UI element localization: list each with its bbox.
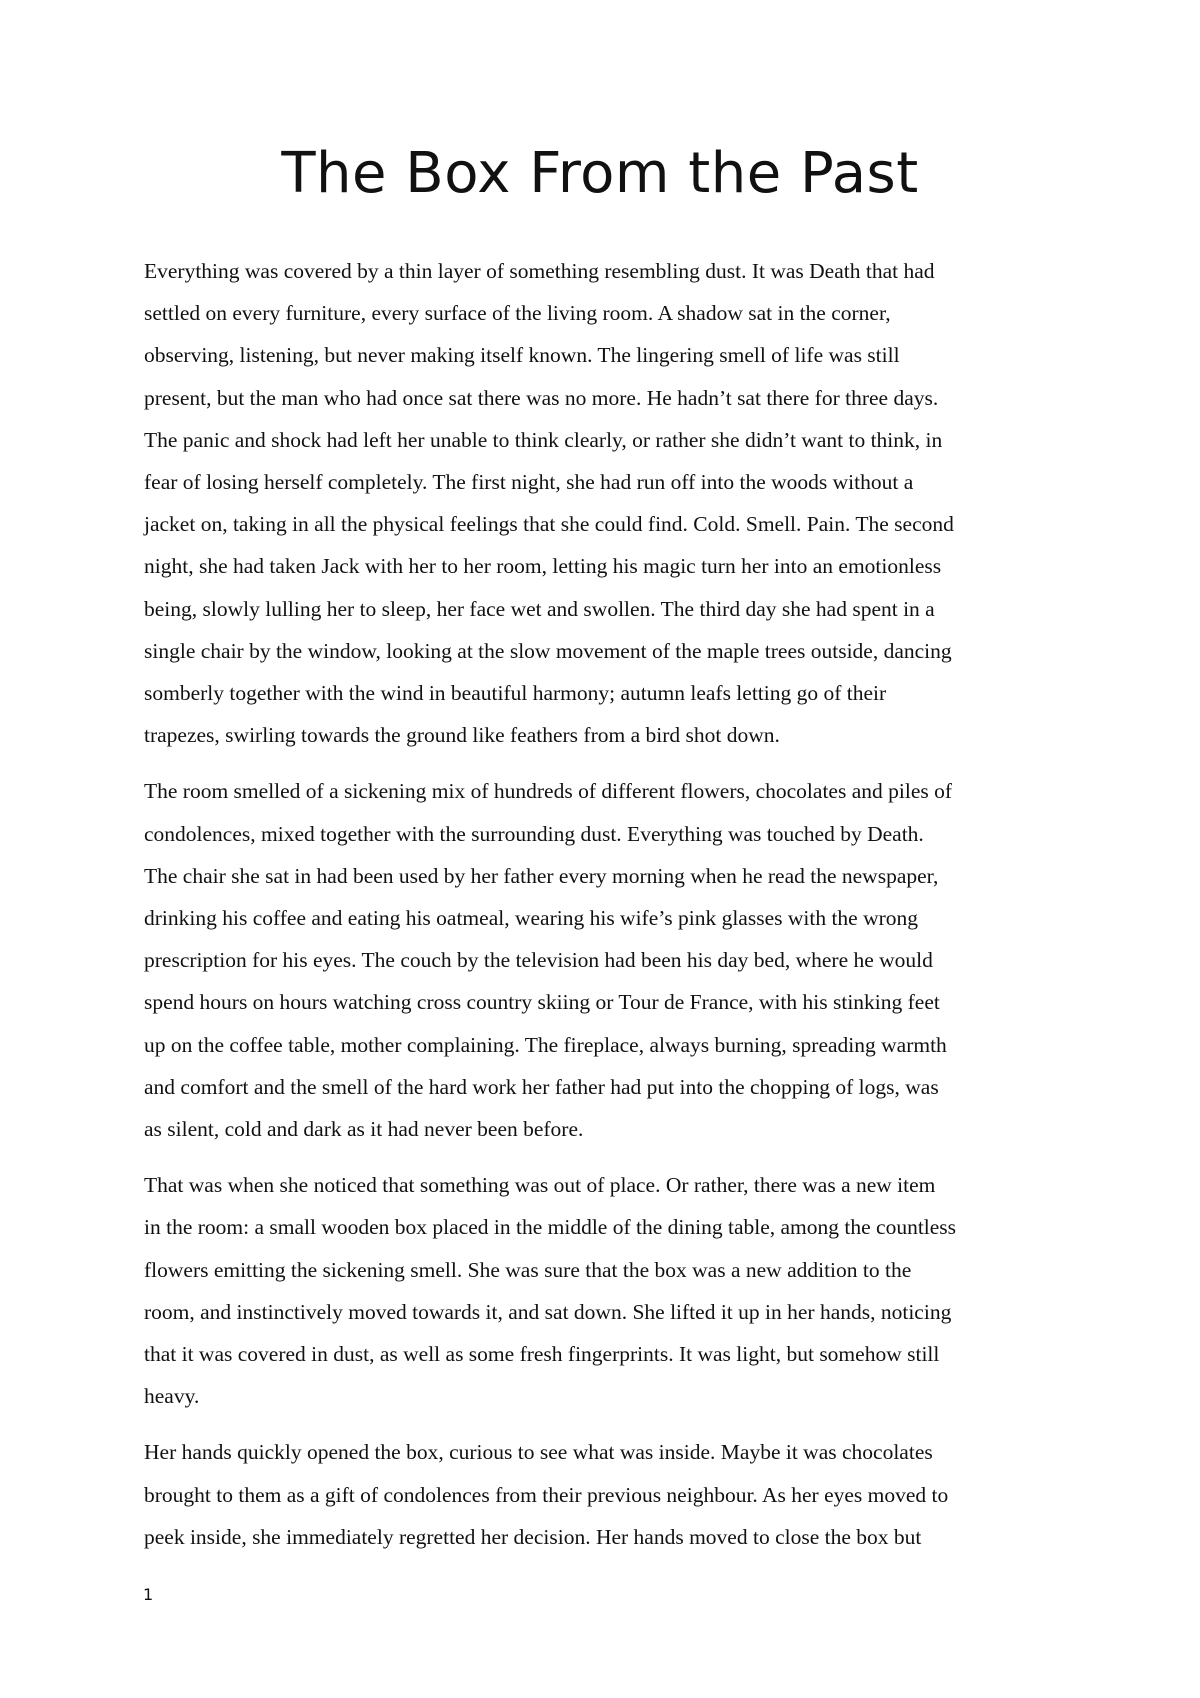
text-line: jacket on, taking in all the physical feelings that she could find. Cold. Smell. Pain. The second xyxy=(144,512,954,537)
text-line: heavy. xyxy=(144,1384,200,1409)
paragraph-3 xyxy=(144,1164,1064,1417)
text-line: Her hands quickly opened the box, curious to see what was inside. Maybe it was chocolates xyxy=(144,1440,933,1465)
page-number: 1 xyxy=(143,1585,154,1604)
text-line: brought to them as a gift of condolences from their previous neighbour. As her eyes moved to xyxy=(144,1482,949,1507)
text-line: present, but the man who had once sat there was no more. He hadn’t sat there for three days. xyxy=(144,385,939,410)
text-line: observing, listening, but never making itself known. The lingering smell of life was still xyxy=(144,343,900,368)
document-body xyxy=(144,250,1064,1572)
text-line: room, and instinctively moved towards it, and sat down. She lifted it up in her hands, noticing xyxy=(144,1299,952,1324)
text-line: as silent, cold and dark as it had never been before. xyxy=(144,1117,584,1142)
text-line: up on the coffee table, mother complaining. The fireplace, always burning, spreading warmth xyxy=(144,1032,947,1057)
text-line: Everything was covered by a thin layer of something resembling dust. It was Death that had xyxy=(144,259,935,283)
text-line: in the room: a small wooden box placed in the middle of the dining table, among the countless xyxy=(144,1215,957,1240)
text-line: settled on every furniture, every surface of the living room. A shadow sat in the corner, xyxy=(144,301,891,326)
text-line: The chair she sat in had been used by her father every morning when he read the newspaper, xyxy=(144,863,939,888)
text-line: The panic and shock had left her unable to think clearly, or rather she didn’t want to think, in xyxy=(144,427,943,452)
document-title: The Box From the Past xyxy=(281,141,919,206)
text-line: that it was covered in dust, as well as some fresh fingerprints. It was light, but somehow still xyxy=(144,1342,940,1367)
text-line: fear of losing herself completely. The first night, she had run off into the woods without a xyxy=(144,470,914,495)
paragraph-1 xyxy=(144,250,1064,756)
text-line: night, she had taken Jack with her to her room, letting his magic turn her into an emotionless xyxy=(144,554,942,579)
text-line: The room smelled of a sickening mix of hundreds of different flowers, chocolates and piles of xyxy=(144,779,953,804)
text-line: peek inside, she immediately regretted her decision. Her hands moved to close the box but xyxy=(144,1524,922,1549)
paragraph-4 xyxy=(144,1431,1064,1558)
text-line: prescription for his eyes. The couch by the television had been his day bed, where he would xyxy=(144,948,933,973)
text-line: That was when she noticed that something was out of place. Or rather, there was a new item xyxy=(144,1173,936,1198)
text-line: condolences, mixed together with the surrounding dust. Everything was touched by Death. xyxy=(144,821,924,846)
text-line: and comfort and the smell of the hard work her father had put into the chopping of logs, was xyxy=(144,1074,939,1099)
text-line: drinking his coffee and eating his oatmeal, wearing his wife’s pink glasses with the wrong xyxy=(144,906,919,931)
text-line: flowers emitting the sickening smell. She was sure that the box was a new addition to the xyxy=(144,1257,912,1282)
text-line: single chair by the window, looking at the slow movement of the maple trees outside, dancing xyxy=(144,638,952,663)
text-line: being, slowly lulling her to sleep, her face wet and swollen. The third day she had spent in a xyxy=(144,596,935,621)
paragraph-2 xyxy=(144,770,1064,1150)
text-line: spend hours on hours watching cross country skiing or Tour de France, with his stinking feet xyxy=(144,990,940,1015)
text-line: somberly together with the wind in beautiful harmony; autumn leafs letting go of their xyxy=(144,681,887,706)
text-line: trapezes, swirling towards the ground like feathers from a bird shot down. xyxy=(144,723,780,748)
